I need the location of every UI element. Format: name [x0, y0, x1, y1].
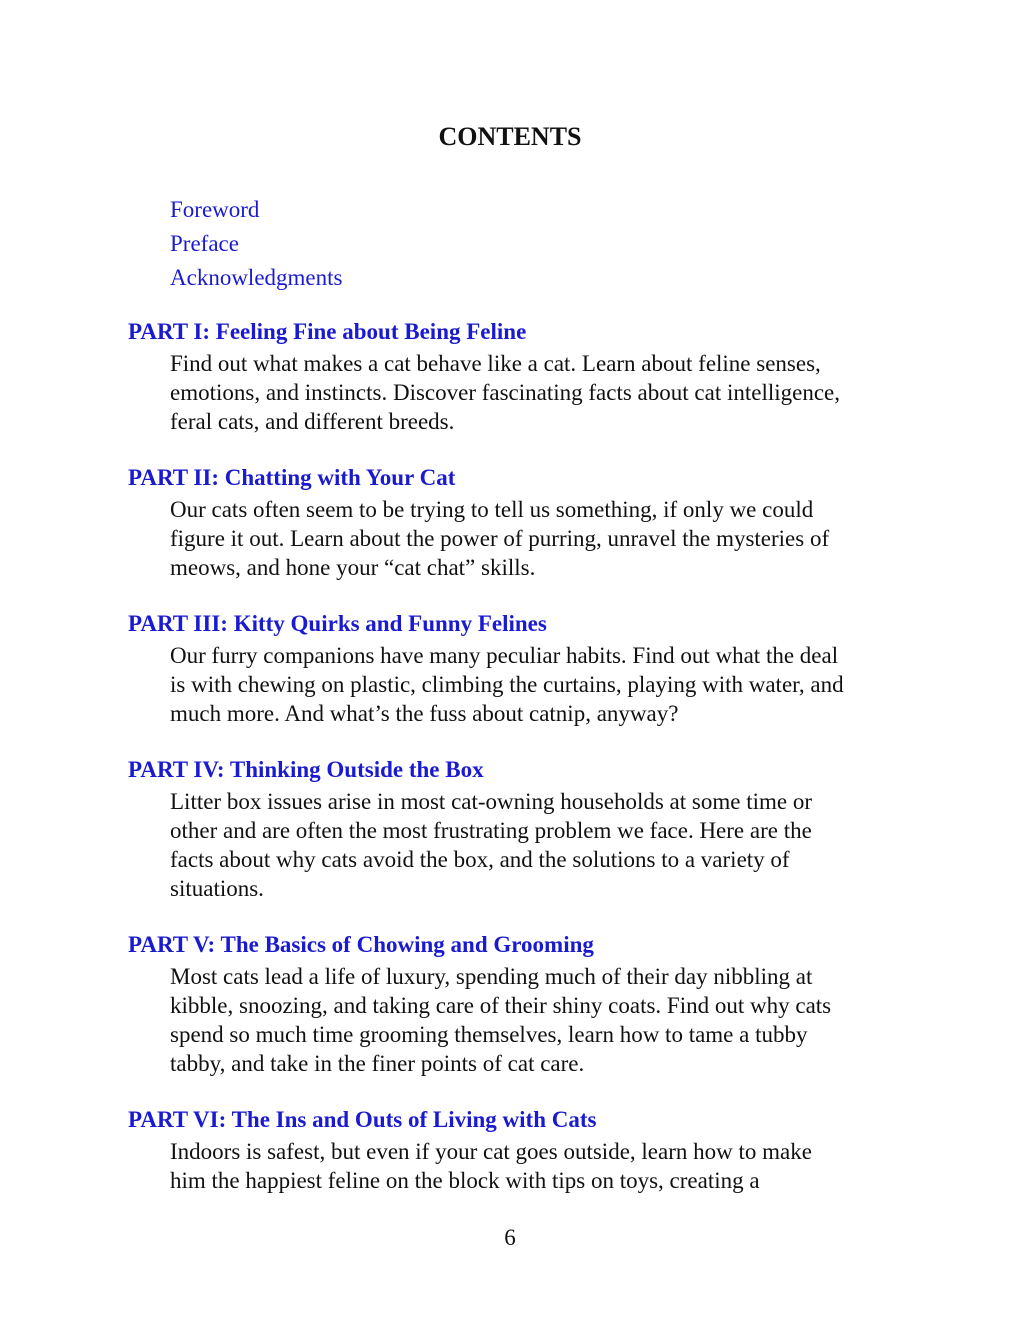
description-line: tabby, and take in the finer points of cat care. — [170, 1051, 585, 1076]
description-line: Our furry companions have many peculiar habits. Find out what the deal — [170, 643, 839, 668]
part-description — [170, 787, 900, 903]
toc-part-5 — [128, 930, 908, 1078]
toc-link-part-1[interactable]: PART I: Feeling Fine about Being Feline — [128, 319, 527, 344]
description-line: much more. And what’s the fuss about catnip, anyway? — [170, 701, 679, 726]
description-line: Our cats often seem to be trying to tell us something, if only we could — [170, 497, 814, 522]
toc-part-6 — [128, 1105, 908, 1195]
list-item — [170, 261, 342, 295]
part-description — [170, 495, 900, 582]
toc-part-3 — [128, 609, 908, 728]
toc-link-part-5[interactable]: PART V: The Basics of Chowing and Grooming — [128, 932, 594, 957]
description-line: other and are often the most frustrating problem we face. Here are the — [170, 818, 812, 843]
description-line: Indoors is safest, but even if your cat goes outside, learn how to make — [170, 1139, 812, 1164]
page-title: CONTENTS — [438, 122, 582, 151]
description-line: Most cats lead a life of luxury, spending much of their day nibbling at — [170, 964, 813, 989]
part-description — [170, 962, 900, 1078]
description-line: spend so much time grooming themselves, learn how to tame a tubby — [170, 1022, 808, 1047]
page-number: 6 — [504, 1225, 516, 1250]
toc-part-4 — [128, 755, 908, 903]
description-line: kibble, snoozing, and taking care of their shiny coats. Find out why cats — [170, 993, 832, 1018]
toc-link-acknowledgments[interactable]: Acknowledgments — [170, 265, 343, 290]
toc-link-preface[interactable]: Preface — [170, 231, 239, 256]
toc-part-2 — [128, 463, 908, 582]
description-line: him the happiest feline on the block with tips on toys, creating a — [170, 1168, 760, 1193]
list-item — [170, 227, 342, 261]
part-description — [170, 1137, 900, 1195]
toc-link-part-2[interactable]: PART II: Chatting with Your Cat — [128, 465, 456, 490]
description-line: emotions, and instincts. Discover fascinating facts about cat intelligence, — [170, 380, 840, 405]
description-line: situations. — [170, 876, 264, 901]
list-item — [170, 193, 342, 227]
toc-link-foreword[interactable]: Foreword — [170, 197, 260, 222]
description-line: facts about why cats avoid the box, and the solutions to a variety of — [170, 847, 790, 872]
part-description — [170, 349, 900, 436]
toc-link-part-3[interactable]: PART III: Kitty Quirks and Funny Felines — [128, 611, 547, 636]
description-line: Litter box issues arise in most cat-owning households at some time or — [170, 789, 812, 814]
toc-part-1 — [128, 317, 908, 436]
toc-link-part-4[interactable]: PART IV: Thinking Outside the Box — [128, 757, 484, 782]
description-line: Find out what makes a cat behave like a cat. Learn about feline senses, — [170, 351, 821, 376]
part-description — [170, 641, 900, 728]
description-line: meows, and hone your “cat chat” skills. — [170, 555, 536, 580]
description-line: feral cats, and different breeds. — [170, 409, 455, 434]
description-line: is with chewing on plastic, climbing the curtains, playing with water, and — [170, 672, 844, 697]
front-matter-list — [170, 193, 342, 295]
toc-link-part-6[interactable]: PART VI: The Ins and Outs of Living with Cats — [128, 1107, 597, 1132]
description-line: figure it out. Learn about the power of purring, unravel the mysteries of — [170, 526, 830, 551]
